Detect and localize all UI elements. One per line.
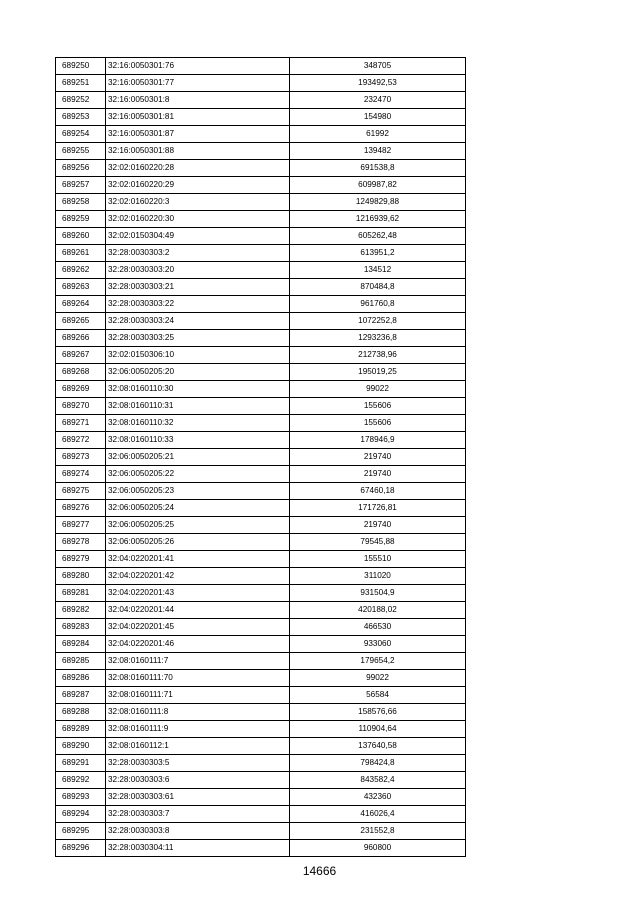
table-row: [56, 313, 466, 330]
row-id-cell: 689252: [56, 92, 106, 109]
row-id-cell: 689282: [56, 602, 106, 619]
row-id-cell: 689287: [56, 687, 106, 704]
table-row: [56, 262, 466, 279]
row-id-cell: 689289: [56, 721, 106, 738]
cadastral-number-cell: 32:28:0030303:22: [106, 296, 290, 313]
table-row: [56, 551, 466, 568]
cadastral-number-cell: 32:28:0030303:6: [106, 772, 290, 789]
row-id-cell: 689267: [56, 347, 106, 364]
row-id-cell: 689272: [56, 432, 106, 449]
cadastral-number-cell: 32:02:0150306:10: [106, 347, 290, 364]
cadastral-number-cell: 32:08:0160111:71: [106, 687, 290, 704]
value-cell: 416026,4: [290, 806, 466, 823]
table-row: [56, 75, 466, 92]
cadastral-number-cell: 32:28:0030303:24: [106, 313, 290, 330]
table-row: [56, 143, 466, 160]
table-row: [56, 806, 466, 823]
table-row: [56, 415, 466, 432]
table-body: [56, 58, 466, 857]
value-cell: 931504,9: [290, 585, 466, 602]
table-row: [56, 194, 466, 211]
cadastral-number-cell: 32:16:0050301:88: [106, 143, 290, 160]
table-row: [56, 279, 466, 296]
value-cell: 110904,64: [290, 721, 466, 738]
row-id-cell: 689281: [56, 585, 106, 602]
row-id-cell: 689276: [56, 500, 106, 517]
value-cell: 466530: [290, 619, 466, 636]
row-id-cell: 689269: [56, 381, 106, 398]
value-cell: 178946,9: [290, 432, 466, 449]
table-row: [56, 347, 466, 364]
cadastral-number-cell: 32:08:0160110:30: [106, 381, 290, 398]
table-row: [56, 466, 466, 483]
value-cell: 195019,25: [290, 364, 466, 381]
row-id-cell: 689290: [56, 738, 106, 755]
table-row: [56, 330, 466, 347]
cadastral-number-cell: 32:02:0160220:3: [106, 194, 290, 211]
table-row: [56, 296, 466, 313]
cadastral-number-cell: 32:28:0030304:11: [106, 840, 290, 857]
row-id-cell: 689257: [56, 177, 106, 194]
cadastral-number-cell: 32:16:0050301:87: [106, 126, 290, 143]
row-id-cell: 689255: [56, 143, 106, 160]
cadastral-number-cell: 32:08:0160110:31: [106, 398, 290, 415]
row-id-cell: 689253: [56, 109, 106, 126]
cadastral-number-cell: 32:28:0030303:25: [106, 330, 290, 347]
value-cell: 158576,66: [290, 704, 466, 721]
table-row: [56, 636, 466, 653]
value-cell: 56584: [290, 687, 466, 704]
value-cell: 420188,02: [290, 602, 466, 619]
value-cell: 231552,8: [290, 823, 466, 840]
cadastral-number-cell: 32:04:0220201:46: [106, 636, 290, 653]
cadastral-number-cell: 32:04:0220201:44: [106, 602, 290, 619]
table-row: [56, 534, 466, 551]
value-cell: 155606: [290, 398, 466, 415]
row-id-cell: 689288: [56, 704, 106, 721]
row-id-cell: 689266: [56, 330, 106, 347]
value-cell: 193492,53: [290, 75, 466, 92]
value-cell: 155606: [290, 415, 466, 432]
row-id-cell: 689295: [56, 823, 106, 840]
value-cell: 961760,8: [290, 296, 466, 313]
value-cell: 933060: [290, 636, 466, 653]
row-id-cell: 689296: [56, 840, 106, 857]
table-row: [56, 840, 466, 857]
row-id-cell: 689283: [56, 619, 106, 636]
value-cell: 348705: [290, 58, 466, 75]
cadastral-number-cell: 32:08:0160110:32: [106, 415, 290, 432]
cadastral-number-cell: 32:28:0030303:2: [106, 245, 290, 262]
table-row: [56, 721, 466, 738]
table-row: [56, 126, 466, 143]
row-id-cell: 689260: [56, 228, 106, 245]
table-row: [56, 670, 466, 687]
table-row: [56, 177, 466, 194]
row-id-cell: 689265: [56, 313, 106, 330]
table-row: [56, 517, 466, 534]
value-cell: 154980: [290, 109, 466, 126]
table-row: [56, 483, 466, 500]
cadastral-number-cell: 32:04:0220201:42: [106, 568, 290, 585]
value-cell: 67460,18: [290, 483, 466, 500]
row-id-cell: 689271: [56, 415, 106, 432]
cadastral-number-cell: 32:06:0050205:24: [106, 500, 290, 517]
table-row: [56, 381, 466, 398]
cadastral-number-cell: 32:28:0030303:20: [106, 262, 290, 279]
table-row: [56, 687, 466, 704]
cadastral-number-cell: 32:06:0050205:25: [106, 517, 290, 534]
value-cell: 137640,58: [290, 738, 466, 755]
cadastral-number-cell: 32:02:0160220:29: [106, 177, 290, 194]
cadastral-number-cell: 32:06:0050205:26: [106, 534, 290, 551]
value-cell: 1072252,8: [290, 313, 466, 330]
cadastral-number-cell: 32:16:0050301:81: [106, 109, 290, 126]
value-cell: 613951,2: [290, 245, 466, 262]
table-row: [56, 364, 466, 381]
row-id-cell: 689275: [56, 483, 106, 500]
row-id-cell: 689280: [56, 568, 106, 585]
value-cell: 1249829,88: [290, 194, 466, 211]
value-cell: 1216939,62: [290, 211, 466, 228]
table-row: [56, 211, 466, 228]
row-id-cell: 689286: [56, 670, 106, 687]
value-cell: 171726,81: [290, 500, 466, 517]
cadastral-number-cell: 32:08:0160111:7: [106, 653, 290, 670]
value-cell: 212738,96: [290, 347, 466, 364]
row-id-cell: 689294: [56, 806, 106, 823]
cadastral-number-cell: 32:04:0220201:41: [106, 551, 290, 568]
cadastral-number-cell: 32:04:0220201:43: [106, 585, 290, 602]
row-id-cell: 689264: [56, 296, 106, 313]
row-id-cell: 689279: [56, 551, 106, 568]
value-cell: 134512: [290, 262, 466, 279]
value-cell: 798424,8: [290, 755, 466, 772]
value-cell: 61992: [290, 126, 466, 143]
value-cell: 843582,4: [290, 772, 466, 789]
value-cell: 311020: [290, 568, 466, 585]
row-id-cell: 689292: [56, 772, 106, 789]
table-row: [56, 772, 466, 789]
cadastral-number-cell: 32:28:0030303:8: [106, 823, 290, 840]
row-id-cell: 689291: [56, 755, 106, 772]
cadastral-number-cell: 32:28:0030303:61: [106, 789, 290, 806]
row-id-cell: 689258: [56, 194, 106, 211]
table-row: [56, 585, 466, 602]
row-id-cell: 689273: [56, 449, 106, 466]
cadastral-number-cell: 32:06:0050205:22: [106, 466, 290, 483]
value-cell: 232470: [290, 92, 466, 109]
table-row: [56, 619, 466, 636]
cadastral-number-cell: 32:08:0160112:1: [106, 738, 290, 755]
value-cell: 691538,8: [290, 160, 466, 177]
table-row: [56, 602, 466, 619]
cadastral-number-cell: 32:08:0160110:33: [106, 432, 290, 449]
table-row: [56, 432, 466, 449]
table-row: [56, 653, 466, 670]
value-cell: 605262,48: [290, 228, 466, 245]
value-cell: 99022: [290, 381, 466, 398]
table-row: [56, 789, 466, 806]
row-id-cell: 689256: [56, 160, 106, 177]
cadastral-number-cell: 32:02:0160220:28: [106, 160, 290, 177]
row-id-cell: 689284: [56, 636, 106, 653]
table-row: [56, 823, 466, 840]
value-cell: 179654,2: [290, 653, 466, 670]
value-cell: 432360: [290, 789, 466, 806]
row-id-cell: 689268: [56, 364, 106, 381]
row-id-cell: 689270: [56, 398, 106, 415]
value-cell: 219740: [290, 517, 466, 534]
row-id-cell: 689261: [56, 245, 106, 262]
table-row: [56, 755, 466, 772]
table-row: [56, 228, 466, 245]
row-id-cell: 689293: [56, 789, 106, 806]
row-id-cell: 689251: [56, 75, 106, 92]
row-id-cell: 689259: [56, 211, 106, 228]
table-row: [56, 109, 466, 126]
value-cell: 870484,8: [290, 279, 466, 296]
value-cell: 79545,88: [290, 534, 466, 551]
value-cell: 1293236,8: [290, 330, 466, 347]
row-id-cell: 689274: [56, 466, 106, 483]
table-row: [56, 398, 466, 415]
cadastral-number-cell: 32:16:0050301:76: [106, 58, 290, 75]
value-cell: 609987,82: [290, 177, 466, 194]
value-cell: 155510: [290, 551, 466, 568]
cadastral-number-cell: 32:06:0050205:23: [106, 483, 290, 500]
row-id-cell: 689262: [56, 262, 106, 279]
cadastral-number-cell: 32:06:0050205:21: [106, 449, 290, 466]
table-row: [56, 568, 466, 585]
page-number: 14666: [302, 864, 337, 878]
cadastral-number-cell: 32:08:0160111:70: [106, 670, 290, 687]
row-id-cell: 689263: [56, 279, 106, 296]
cadastral-number-cell: 32:06:0050205:20: [106, 364, 290, 381]
cadastral-number-cell: 32:08:0160111:9: [106, 721, 290, 738]
cadastral-number-cell: 32:28:0030303:7: [106, 806, 290, 823]
row-id-cell: 689277: [56, 517, 106, 534]
cadastral-number-cell: 32:28:0030303:21: [106, 279, 290, 296]
value-cell: 960800: [290, 840, 466, 857]
row-id-cell: 689285: [56, 653, 106, 670]
table-row: [56, 704, 466, 721]
table-row: [56, 500, 466, 517]
value-cell: 219740: [290, 466, 466, 483]
cadastral-number-cell: 32:02:0160220:30: [106, 211, 290, 228]
cadastral-number-cell: 32:04:0220201:45: [106, 619, 290, 636]
table-row: [56, 738, 466, 755]
cadastral-number-cell: 32:16:0050301:77: [106, 75, 290, 92]
table-row: [56, 160, 466, 177]
cadastral-number-cell: 32:16:0050301:8: [106, 92, 290, 109]
cadastral-number-cell: 32:28:0030303:5: [106, 755, 290, 772]
row-id-cell: 689278: [56, 534, 106, 551]
row-id-cell: 689250: [56, 58, 106, 75]
table-row: [56, 449, 466, 466]
value-cell: 139482: [290, 143, 466, 160]
table-row: [56, 58, 466, 75]
value-cell: 219740: [290, 449, 466, 466]
cadastral-number-cell: 32:08:0160111:8: [106, 704, 290, 721]
cadastral-number-cell: 32:02:0150304:49: [106, 228, 290, 245]
row-id-cell: 689254: [56, 126, 106, 143]
data-table: [55, 57, 466, 857]
value-cell: 99022: [290, 670, 466, 687]
table-row: [56, 92, 466, 109]
table-row: [56, 245, 466, 262]
